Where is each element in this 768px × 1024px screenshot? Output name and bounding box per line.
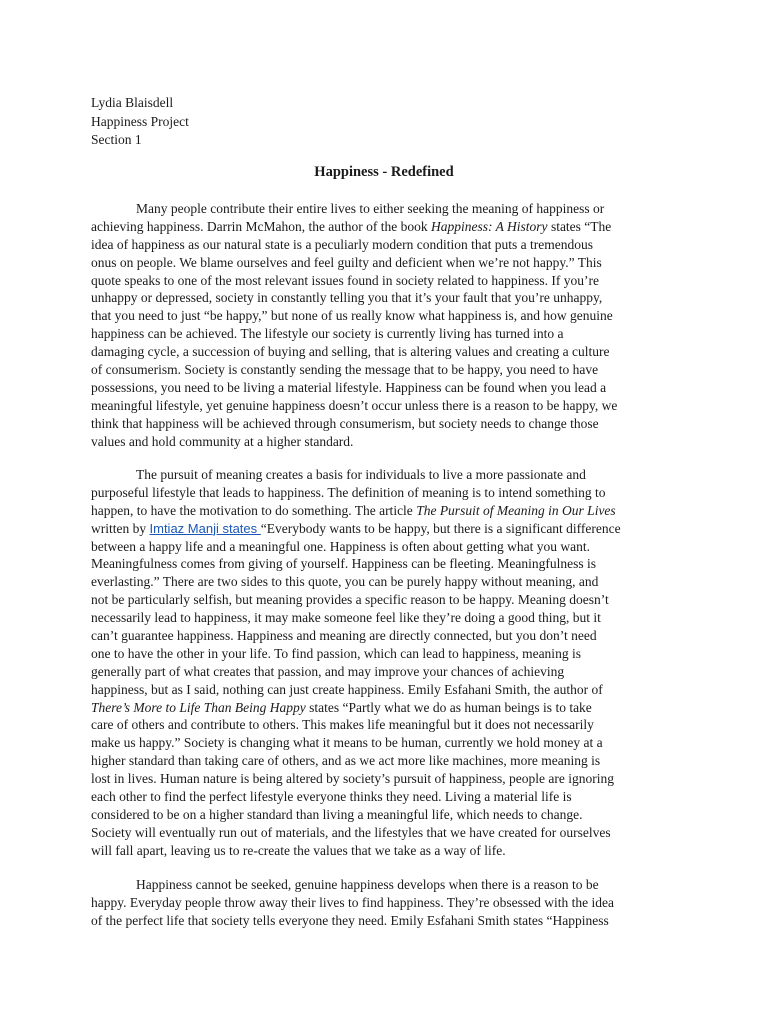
text-line: think that happiness will be achieved through consumerism, but society needs to change those <box>91 415 599 431</box>
text-line: that you need to just “be happy,” but none of us really know what happiness is, and how genuine <box>91 308 613 324</box>
text-line: happiness can be achieved. The lifestyle our society is currently living has turned into a <box>91 326 564 342</box>
text-line: happy. Everyday people throw away their lives to find happiness. They’re obsessed with the idea <box>91 894 614 910</box>
text-line: lost in lives. Human nature is being altered by society’s pursuit of happiness, people are ignoring <box>91 771 615 787</box>
section-label: Section 1 <box>91 132 142 147</box>
text-line: onus on people. We blame ourselves and feel guilty and deficient when we’re not happy.” This <box>91 254 602 270</box>
text-line: higher standard than taking care of others, and as we act more like machines, more meaning is <box>91 753 601 769</box>
text-line: Happiness cannot be seeked, genuine happiness develops when there is a reason to be <box>136 877 599 892</box>
text-line: will fall apart, leaving us to re-create the values that we take as a way of life. <box>91 842 506 858</box>
paragraph-3 <box>91 876 691 930</box>
text-line: damaging cycle, a succession of buying and selling, that is altering values and creating a culture <box>91 344 610 360</box>
document-header <box>91 94 189 150</box>
document-title: Happiness - Redefined <box>314 164 454 180</box>
text-line: between a happy life and a meaningful one. Happiness is often about getting what you want. <box>91 538 590 554</box>
text-line: can’t guarantee happiness. Happiness and meaning are directly connected, but you don’t need <box>91 628 597 644</box>
text-line: of the perfect life that society tells everyone they need. Emily Esfahani Smith states “Happiness <box>91 912 609 928</box>
text-line: happen, to have the motivation to do something. The article The Pursuit of Meaning in Our Lives <box>91 502 616 518</box>
text-line: generally part of what creates that passion, and may improve your chances of achieving <box>91 663 565 679</box>
text-line: achieving happiness. Darrin McMahon, the author of the book Happiness: A History states “The <box>91 218 612 234</box>
text-line: meaningful lifestyle, yet genuine happiness doesn’t occur unless there is a reason to be happy, we <box>91 397 618 413</box>
text-line: values and hold community at a higher standard. <box>91 433 354 449</box>
project-name: Happiness Project <box>91 113 189 129</box>
text-line: There’s More to Life Than Being Happy states “Partly what we do as human beings is to take <box>91 699 592 715</box>
text-line: Many people contribute their entire lives to either seeking the meaning of happiness or <box>136 201 605 216</box>
text-line: Society will eventually run out of materials, and the lifestyles that we have created for ourselves <box>91 824 611 840</box>
author-name: Lydia Blaisdell <box>91 95 174 110</box>
article-title-italic: The Pursuit of Meaning in Our Lives <box>416 502 616 518</box>
text-line: written by Imtiaz Manji states “Everybody wants to be happy, but there is a significant difference <box>91 520 621 536</box>
paragraph-1 <box>91 200 691 450</box>
text-line: idea of happiness as our natural state is a peculiarly modern condition that puts a tremendous <box>91 236 593 252</box>
text-line: quote speaks to one of the most relevant issues found in society related to happiness. If you’re <box>91 272 599 288</box>
text-line: purposeful lifestyle that leads to happiness. The definition of meaning is to intend something to <box>91 484 606 500</box>
text-line: necessarily lead to happiness, it may make someone feel like they’re doing a good thing, but it <box>91 610 601 626</box>
text-line: possessions, you need to be living a material lifestyle. Happiness can be found when you lead a <box>91 379 607 395</box>
text-line: each other to find the perfect lifestyle everyone thinks they need. Living a material life is <box>91 789 572 805</box>
book-title-italic: There’s More to Life Than Being Happy <box>91 699 306 715</box>
text-line: happiness, but as I said, nothing can just create happiness. Emily Esfahani Smith, the author of <box>91 681 603 697</box>
text-line: The pursuit of meaning creates a basis for individuals to live a more passionate and <box>136 467 586 482</box>
text-line: not be particularly selfish, but meaning provides a specific reason to be happy. Meaning doesn’t <box>91 592 609 608</box>
text-line: everlasting.” There are two sides to this quote, you can be purely happy without meaning, and <box>91 574 599 590</box>
text-line: care of others and contribute to others. This makes life meaningful but it does not necessarily <box>91 717 594 733</box>
text-line: one to have the other in your life. To find passion, which can lead to happiness, meaning is <box>91 645 581 661</box>
text-line: make us happy.” Society is changing what it means to be human, currently we hold money at a <box>91 735 603 751</box>
text-line: considered to be on a higher standard than living a meaningful life, which needs to change. <box>91 806 583 822</box>
text-line: unhappy or depressed, society in constantly telling you that it’s your fault that you’re unhappy, <box>91 290 603 306</box>
paragraph-2 <box>91 466 691 860</box>
book-title-italic: Happiness: A History <box>431 218 548 234</box>
imtiaz-manji-link[interactable]: Imtiaz Manji states <box>149 520 261 536</box>
text-line: of consumerism. Society is constantly sending the message that to be happy, you need to have <box>91 362 599 378</box>
text-line: Meaningfulness comes from giving of yourself. Happiness can be fleeting. Meaningfulness is <box>91 556 597 572</box>
